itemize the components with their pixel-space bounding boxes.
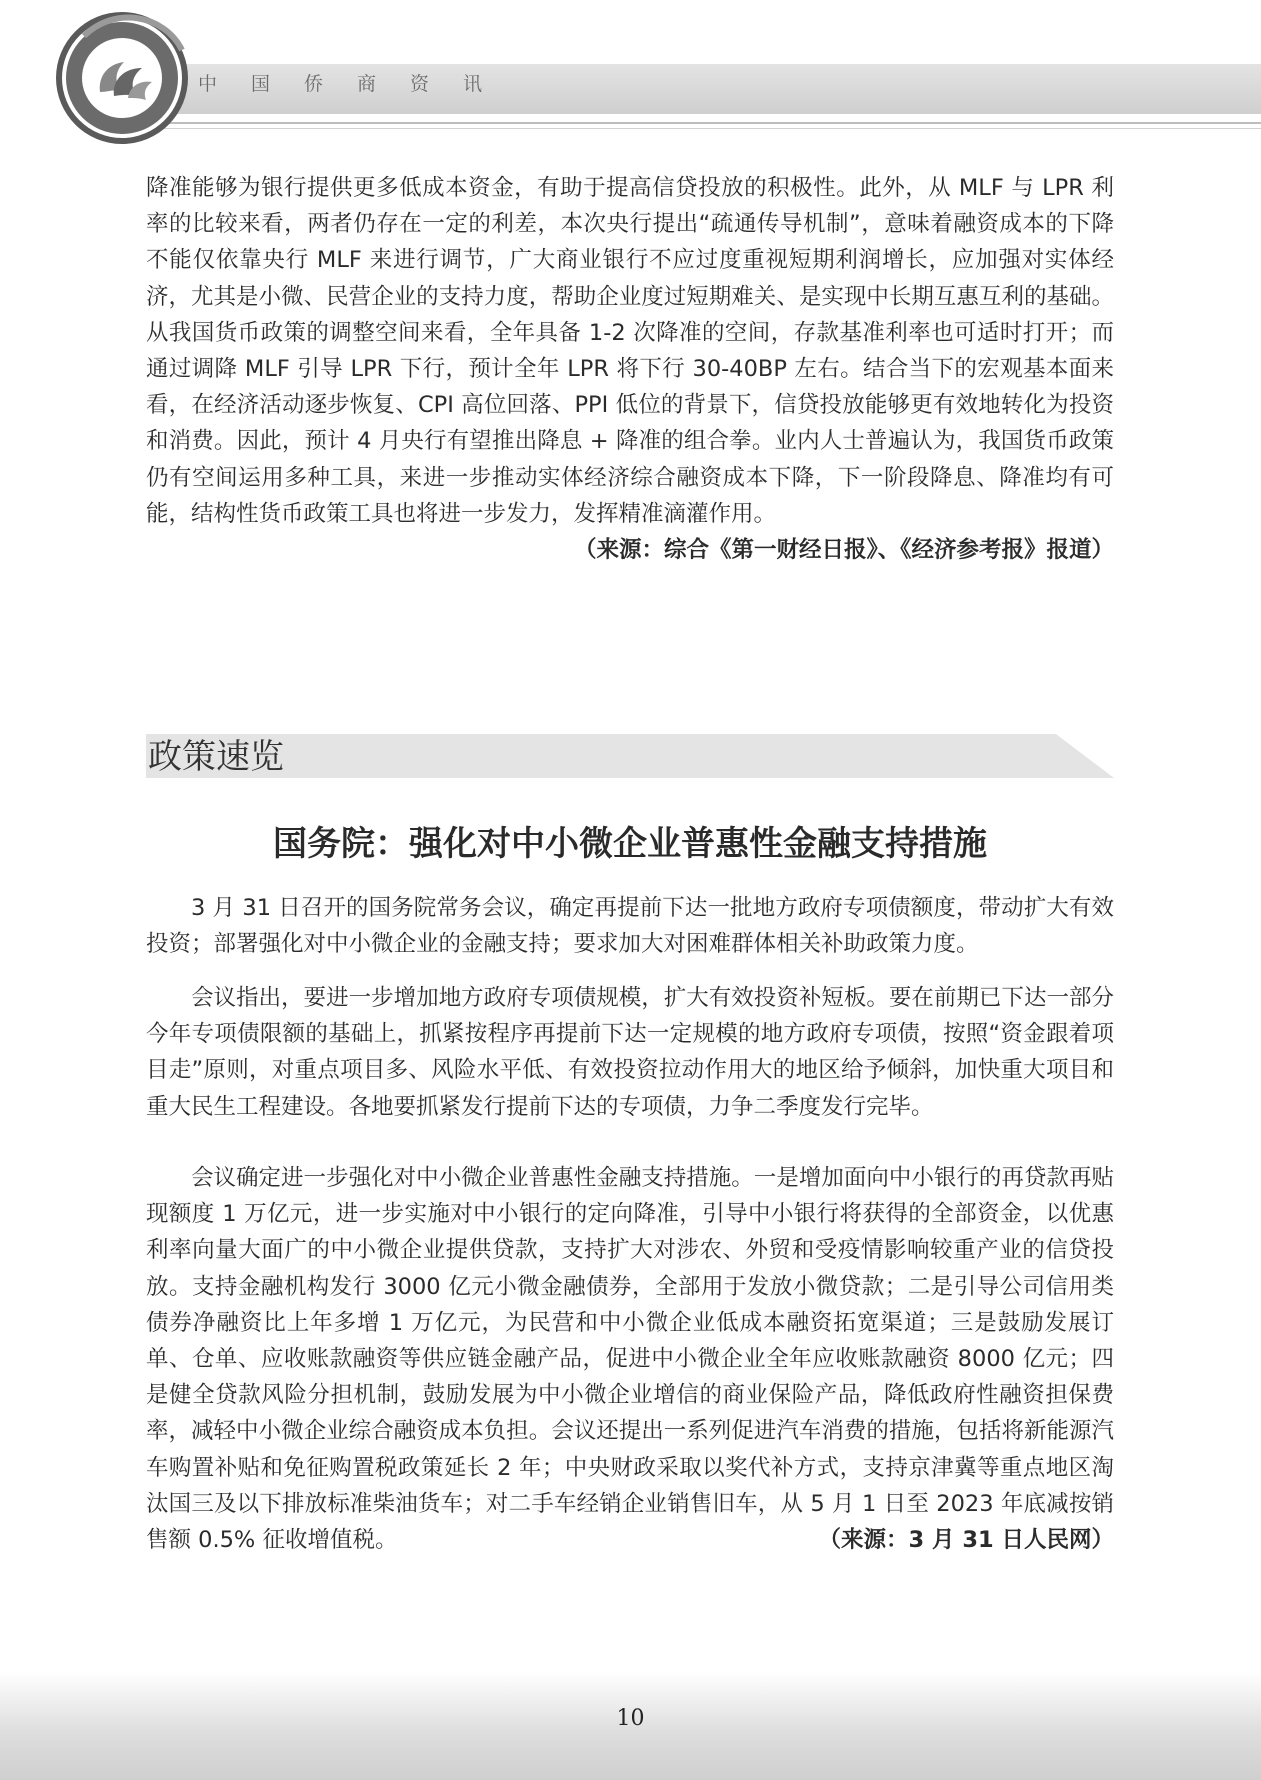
header-rule-thin (150, 128, 1261, 129)
source-citation: （来源：综合《第一财经日报》、《经济参考报》报道） (573, 537, 1114, 564)
section-title: 政策速览 (148, 737, 284, 777)
article-paragraph-3-text: 会议确定进一步强化对中小微企业普惠性金融支持措施。一是增加面向中小银行的再贷款再贴现额度 1 万亿元，进一步实施对中小银行的定向降准，引导中小银行将获得的全部资金，以优惠利率向量大面广的中小微企业提供贷款，支持扩大对涉农、外贸和受疫情影响较重产业的信贷投放。支持金融机构发行 3000 亿元小微金融债券，全部用于发放小微贷款；二是引导公司信用类债券净融资比上年多增 1 万亿元，为民营和中小微企业低成本融资拓宽渠道；三是鼓励发展订单、仓单、应收账款融资等供应链金融产品，促进中小微企业全年应收账款融资 8000 亿元；四是健全贷款风险分担机制，鼓励发展为中小微企业增信的商业保险产品，降低政府性融资担保费率，减轻中小微企业综合融资成本负担。会议还提出一系列促进汽车消费的措施，包括将新能源汽车购置补贴和免征购置税政策延长 2 年；中央财政采取以奖代补方式，支持京津冀等重点地区淘汰国三及以下排放标准柴油货车；对二手车经销企业销售旧车，从 5 月 1 日至 2023 年底减按销售额 0.5% 征收增值税。 (146, 1165, 1114, 1554)
section-bar (146, 734, 1114, 778)
article-paragraph-1: 3 月 31 日召开的国务院常务会议，确定再提前下达一批地方政府专项债额度，带动扩大有效投资；部署强化对中小微企业的金融支持；要求加大对困难群体相关补助政策力度。 (146, 895, 1114, 958)
page-number: 10 (616, 1706, 645, 1731)
continuation-text: 降准能够为银行提供更多低成本资金，有助于提高信贷投放的积极性。此外，从 MLF 与 LPR 利率的比较来看，两者仍存在一定的利差，本次央行提出“疏通传导机制”，意味着融资成本的下降不能仅依靠央行 MLF 来进行调节，广大商业银行不应过度重视短期利润增长，应加强对实体经济，尤其是小微、民营企业的支持力度，帮助企业度过短期难关、是实现中长期互惠互利的基础。从我国货币政策的调整空间来看，全年具备 1-2 次降准的空间，存款基准利率也可适时打开；而通过调降 MLF 引导 LPR 下行，预计全年 LPR 将下行 30-40BP 左右。结合当下的宏观基本面来看，在经济活动逐步恢复、CPI 高位回落、PPI 低位的背景下，信贷投放能够更有效地转化为投资和消费。因此，预计 4 月央行有望推出降息 + 降准的组合拳。业内人士普遍认为，我国货币政策仍有空间运用多种工具，来进一步推动实体经济综合融资成本下降，下一阶段降息、降准均有可能，结构性货币政策工具也将进一步发力，发挥精准滴灌作用。 (146, 175, 1114, 527)
header-rule (150, 122, 1261, 124)
continuation-paragraph (146, 170, 1114, 568)
article-paragraph-2: 会议指出，要进一步增加地方政府专项债规模，扩大有效投资补短板。要在前期已下达一部分今年专项债限额的基础上，抓紧按程序再提前下达一定规模的地方政府专项债，按照“资金跟着项目走”原则，对重点项目多、风险水平低、有效投资拉动作用大的地区给予倾斜，加快重大项目和重大民生工程建设。各地要抓紧发行提前下达的专项债，力争二季度发行完毕。 (146, 985, 1114, 1120)
article-title: 国务院：强化对中小微企业普惠性金融支持措施 (273, 824, 987, 864)
logo-emblem-icon (54, 10, 190, 146)
publication-title: 中国侨商资讯 (198, 73, 517, 95)
article-source-citation: （来源：3 月 31 日人民网） (818, 1527, 1114, 1554)
article-paragraph-3 (146, 1160, 1114, 1558)
